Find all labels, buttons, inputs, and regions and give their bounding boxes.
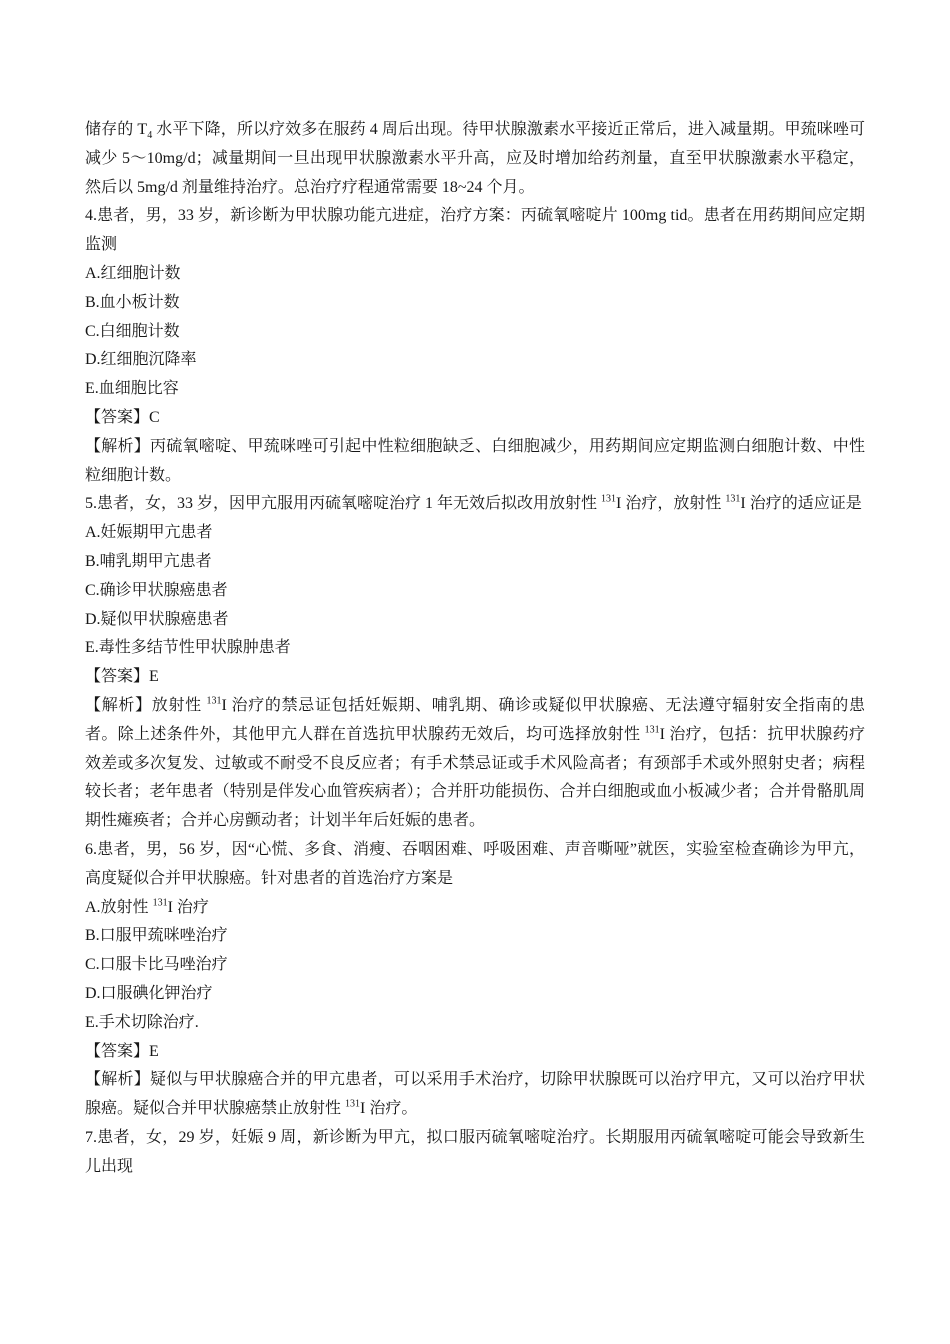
question-4-analysis: 【解析】丙硫氧嘧啶、甲巯咪唑可引起中性粒细胞缺乏、白细胞减少，用药期间应定期监测白细胞计数、中性粒细胞计数。 (85, 437, 865, 484)
question-5-option-C: C.确诊甲状腺癌患者 (85, 581, 228, 599)
question-6-analysis: 【解析】疑似与甲状腺癌合并的甲亢患者，可以采用手术治疗，切除甲状腺既可以治疗甲亢，又可以治疗甲状腺癌。疑似合并甲状腺癌禁止放射性 $^{131}$I 治疗。 (85, 1071, 865, 1118)
question-4-answer: 【答案】C (85, 408, 160, 426)
superscript-isotope: 131 (152, 897, 168, 909)
question-7-stem: 7.患者，女，29 岁，妊娠 9 周，新诊断为甲亢，拟口服丙硫氧嘧啶治疗。长期服用丙硫氧嘧啶可能会导致新生儿出现 (85, 1128, 865, 1175)
question-5-answer: 【答案】E (85, 668, 159, 686)
question-5-option-B: B.哺乳期甲亢患者 (85, 552, 212, 570)
question-4-option-D: D.红细胞沉降率 (85, 351, 197, 369)
question-6-option-C: C.口服卡比马唑治疗 (85, 956, 228, 974)
document-body (85, 116, 865, 1181)
question-4-option-C: C.白细胞计数 (85, 322, 180, 340)
superscript-isotope: 131 (601, 494, 617, 506)
question-6-stem: 6.患者，男，56 岁，因“心慌、多食、消瘦、吞咽困难、呼吸困难、声音嘶哑”就医，实验室检查确诊为甲亢，高度疑似合并甲状腺癌。针对患者的首选治疗方案是 (85, 840, 865, 887)
question-4-option-A: A.红细胞计数 (85, 264, 181, 282)
question-5-option-D: D.疑似甲状腺癌患者 (85, 610, 229, 628)
question-6-option-B: B.口服甲巯咪唑治疗 (85, 927, 228, 945)
superscript-isotope: 131 (345, 1098, 361, 1110)
question-5-stem: 5.患者，女，33 岁，因甲亢服用丙硫氧嘧啶治疗 1 年无效后拟改用放射性 $^{131}$I 治疗，放射性 $^{131}$I 治疗的适应证是 (85, 494, 862, 513)
question-4-stem: 4.患者，男，33 岁，新诊断为甲状腺功能亢进症，治疗方案：丙硫氧嘧啶片 100mg tid。患者在用药期间应定期监测 (85, 207, 865, 254)
question-5-option-E: E.毒性多结节性甲状腺肿患者 (85, 639, 291, 657)
superscript-isotope: 131 (644, 724, 660, 736)
superscript-isotope: 131 (725, 494, 741, 506)
question-4-option-E: E.血细胞比容 (85, 380, 179, 398)
superscript-isotope: 131 (206, 695, 222, 707)
question-6-option-A: A.放射性 $^{131}$I 治疗 (85, 897, 209, 916)
question-5-analysis: 【解析】放射性 $^{131}$I 治疗的禁忌证包括妊娠期、哺乳期、确诊或疑似甲状腺癌、无法遵守辐射安全指南的患者。除上述条件外，其他甲亢人群在首选抗甲状腺药无效后，均可选择放射性 $^{131}$I 治疗，包括：抗甲状腺药疗效差或多次复发、过敏或不耐受不良反应者；有手术禁忌证或手术风险高者；有颈部手术或外照射史者；病程较长者；老年患者（特别是伴发心血管疾病者）；合并肝功能损伤、合并白细胞或血小板减少者；合并骨骼肌周期性瘫痪者；合并心房颤动者；计划半年后妊娠的患者。 (85, 695, 865, 830)
subscript-index: 4 (147, 130, 153, 142)
question-6-option-E: E.手术切除治疗. (85, 1013, 199, 1031)
question-4-option-B: B.血小板计数 (85, 293, 180, 311)
question-5-option-A: A.妊娠期甲亢患者 (85, 524, 213, 542)
continuation-paragraph: 储存的 $T_4$ 水平下降，所以疗效多在服药 4 周后出现。待甲状腺激素水平接近正常后，进入减量期。甲巯咪唑可减少 5～10mg/d；减量期间一旦出现甲状腺激素水平升高，应及时增加给药剂量，直至甲状腺激素水平稳定，然后以 5mg/d 剂量维持治疗。总治疗疗程通常需要 18~24 个月。 (85, 121, 865, 196)
question-6-answer: 【答案】E (85, 1042, 159, 1060)
question-6-option-D: D.口服碘化钾治疗 (85, 984, 213, 1002)
